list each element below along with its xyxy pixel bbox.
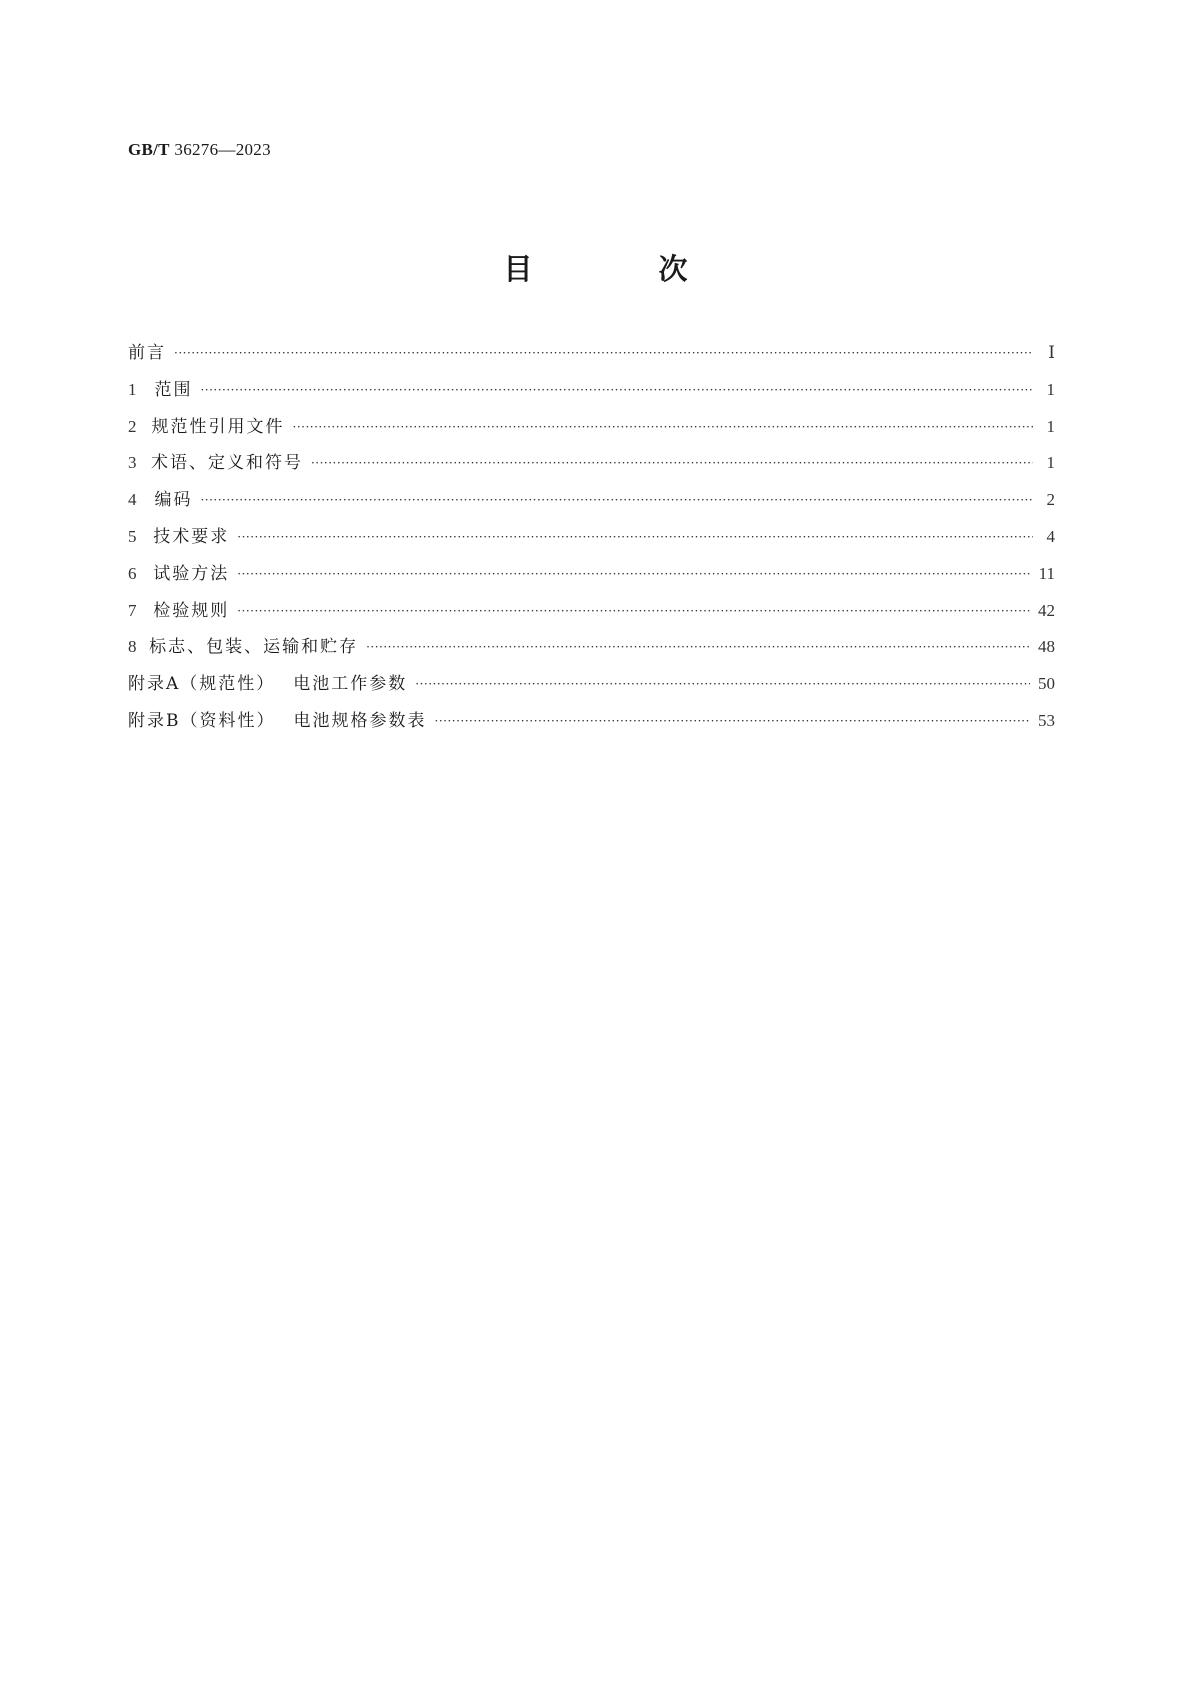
toc-entry-annex-b[interactable] bbox=[128, 710, 1055, 747]
toc-entry-1[interactable] bbox=[128, 379, 1055, 416]
toc-entry-number: 2 bbox=[128, 416, 137, 436]
toc-entry-label: 规范性引用文件 bbox=[151, 416, 285, 437]
toc-leader-dots bbox=[293, 416, 1033, 438]
toc-entry-label bbox=[128, 710, 427, 732]
standard-code-number: 36276—2023 bbox=[174, 140, 271, 159]
toc-entry-number: 4 bbox=[128, 490, 137, 510]
toc-entry-number: 5 bbox=[128, 526, 137, 546]
toc-entry-8[interactable] bbox=[128, 636, 1055, 673]
annex-designation: 附录B（资料性） bbox=[128, 710, 276, 731]
toc-leader-dots bbox=[435, 710, 1031, 732]
toc-entry-6[interactable] bbox=[128, 563, 1055, 600]
toc-leader-dots bbox=[366, 636, 1030, 658]
toc-entry-number: 1 bbox=[128, 379, 137, 399]
toc-page-number: 50 bbox=[1038, 674, 1055, 694]
toc-page-number: 4 bbox=[1046, 526, 1055, 546]
toc-entry-label: 术语、定义和符号 bbox=[150, 453, 303, 474]
toc-entry-annex-a[interactable] bbox=[128, 673, 1055, 710]
standard-code bbox=[128, 140, 271, 160]
toc-entry-label: 技术要求 bbox=[153, 526, 230, 547]
toc-entry-label: 标志、包装、运输和贮存 bbox=[149, 637, 359, 658]
toc-page-number: 53 bbox=[1038, 710, 1055, 730]
toc-page-number: 48 bbox=[1038, 637, 1055, 657]
toc-leader-dots bbox=[415, 673, 1030, 695]
page-title: 目 次 bbox=[503, 252, 746, 286]
toc-entry-2[interactable] bbox=[128, 416, 1055, 453]
toc-leader-dots bbox=[237, 563, 1030, 585]
toc-leader-dots bbox=[311, 452, 1033, 474]
toc-entry-label: 编码 bbox=[154, 490, 193, 511]
toc-page-number: Ⅰ bbox=[1048, 343, 1055, 362]
toc-entry-label: 前言 bbox=[128, 343, 166, 363]
toc-entry-label: 检验规则 bbox=[153, 600, 230, 621]
toc-entry-number: 6 bbox=[128, 563, 137, 583]
toc-entry-4[interactable] bbox=[128, 489, 1055, 526]
toc-page-number: 1 bbox=[1046, 453, 1055, 473]
toc-leader-dots bbox=[237, 526, 1033, 548]
toc-entry-foreword[interactable] bbox=[128, 342, 1055, 379]
toc-entry-5[interactable] bbox=[128, 526, 1055, 563]
toc-leader-dots bbox=[237, 600, 1030, 622]
toc-page-number: 1 bbox=[1046, 379, 1055, 399]
toc-leader-dots bbox=[174, 342, 1033, 364]
standard-code-prefix: GB/T bbox=[128, 140, 170, 159]
toc-page-number: 1 bbox=[1046, 416, 1055, 436]
toc-page-number: 2 bbox=[1046, 490, 1055, 510]
toc-leader-dots bbox=[200, 379, 1033, 401]
toc-page-number: 11 bbox=[1038, 563, 1055, 583]
toc-entry-label bbox=[128, 673, 407, 695]
toc-entry-label: 试验方法 bbox=[153, 563, 230, 584]
toc-entry-number: 7 bbox=[128, 600, 137, 620]
toc-entry-number: 8 bbox=[128, 637, 137, 657]
annex-title: 电池规格参数表 bbox=[293, 710, 427, 731]
toc-leader-dots bbox=[200, 489, 1033, 511]
toc-entry-7[interactable] bbox=[128, 600, 1055, 637]
table-of-contents bbox=[128, 342, 1055, 747]
toc-entry-label: 范围 bbox=[154, 379, 193, 400]
toc-entry-3[interactable] bbox=[128, 452, 1055, 489]
annex-designation: 附录A（规范性） bbox=[128, 674, 276, 695]
toc-entry-number: 3 bbox=[128, 453, 137, 473]
toc-page-number: 42 bbox=[1038, 600, 1055, 620]
annex-title: 电池工作参数 bbox=[293, 674, 408, 695]
